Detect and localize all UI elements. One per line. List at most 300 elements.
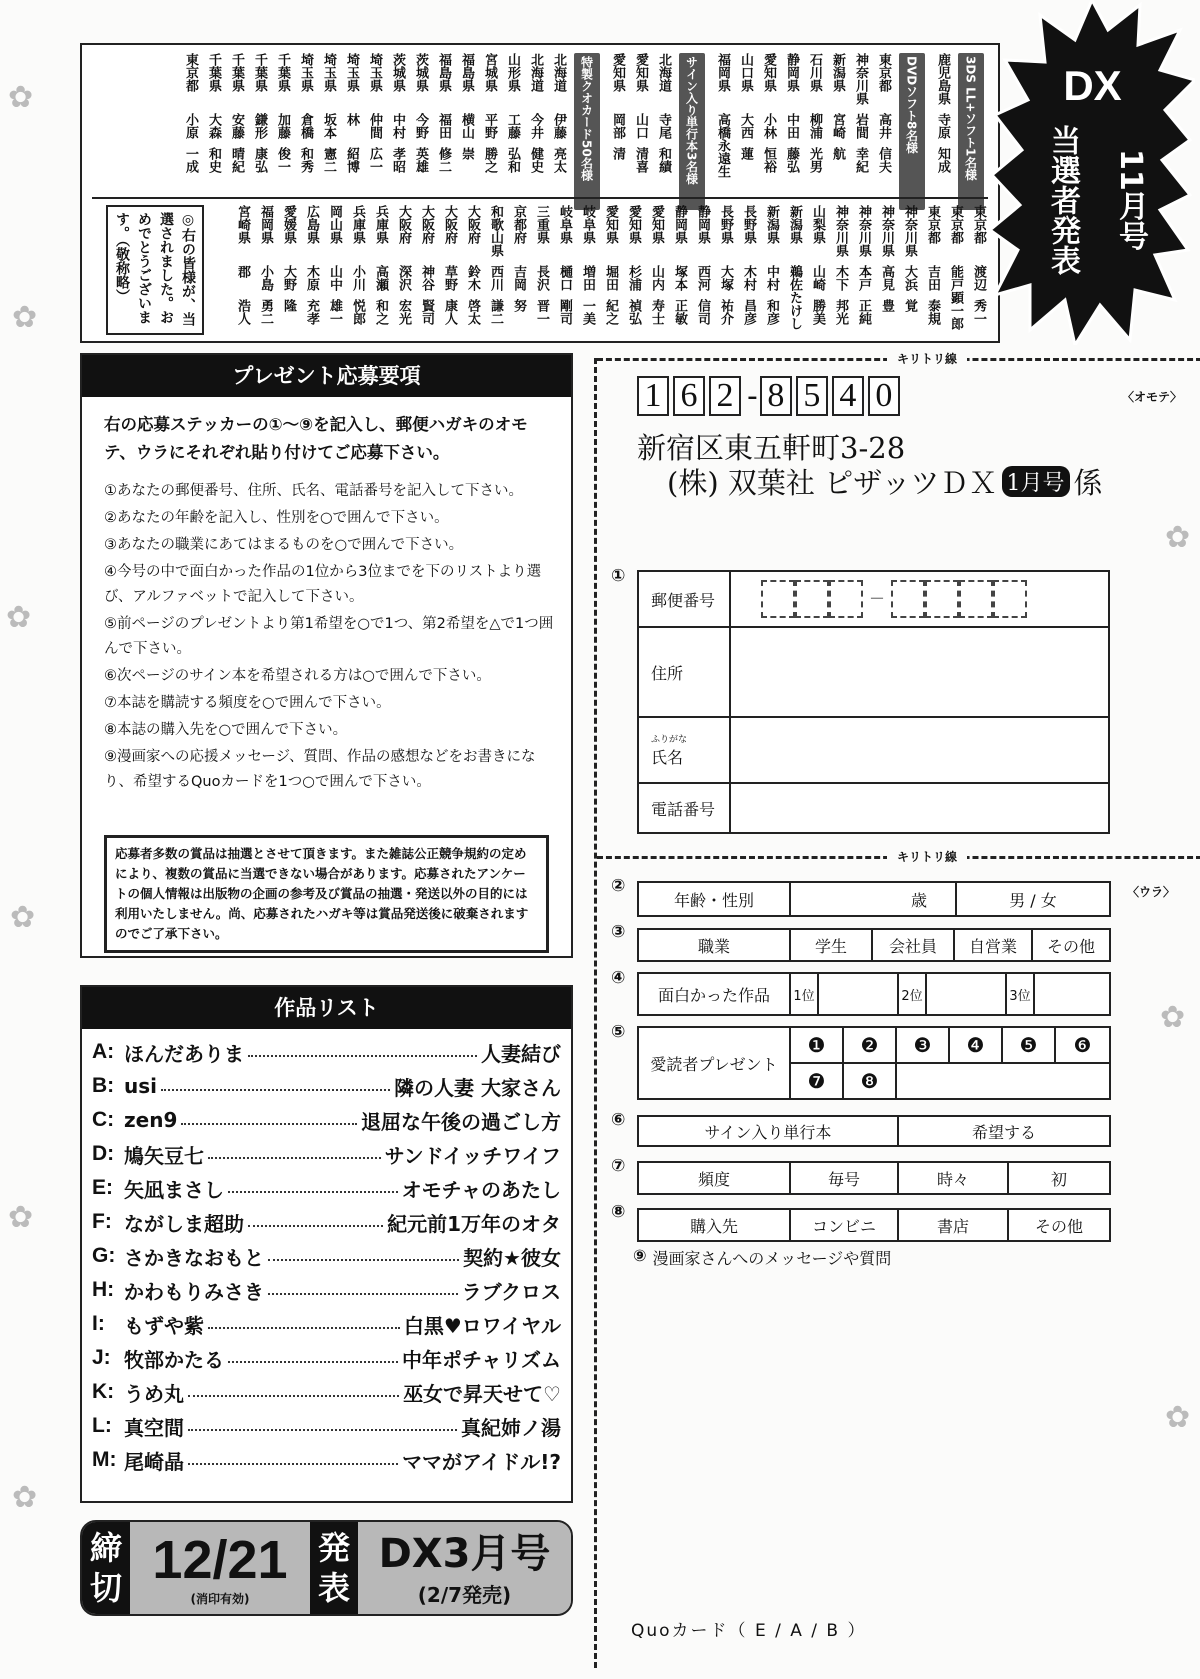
- winner-surname: 木原: [304, 265, 319, 291]
- present-option[interactable]: ❽: [844, 1064, 897, 1100]
- winner-given-name: 寿士: [649, 299, 664, 325]
- rule-step: ④今号の中で面白かった作品の1位から3位までを下のリストより選び、アルファベットで記入して下さい。: [104, 564, 542, 605]
- work-letter: B:: [92, 1074, 115, 1097]
- work-item: [82, 1375, 571, 1409]
- winner-prefecture: 新潟県: [830, 53, 845, 92]
- winner-entry: [439, 205, 459, 362]
- work-title: 真紀姉ノ湯: [461, 1415, 561, 1440]
- winner-surname: 高橋永遠生: [715, 113, 730, 178]
- winner-entry: [715, 205, 735, 362]
- winner-entry: [416, 205, 436, 362]
- work-letter: G:: [92, 1244, 116, 1267]
- winner-given-name: 健史: [528, 147, 543, 173]
- announce-release-date: (2/7発売): [417, 1582, 512, 1607]
- winner-entry: [577, 205, 597, 362]
- work-title: 中年ポチャリズム: [402, 1347, 561, 1372]
- winner-prefecture: 岐阜県: [580, 205, 595, 244]
- winner-given-name: 紹博: [344, 147, 359, 173]
- message-section[interactable]: [633, 1246, 891, 1269]
- winner-surname: 鎌形: [252, 113, 267, 139]
- winner-prefecture: 愛知県: [633, 53, 648, 92]
- present-option[interactable]: ❻: [1056, 1028, 1109, 1064]
- leader-dots: [268, 1251, 459, 1261]
- postal-input-boxes[interactable]: [761, 580, 1027, 618]
- winner-entry: [347, 205, 367, 362]
- winner-prefecture: 広島県: [304, 205, 319, 244]
- winner-entry: [922, 205, 942, 362]
- work-author: もずや紫: [124, 1313, 204, 1338]
- winner-surname: 寺尾: [656, 113, 671, 139]
- work-author: 矢凪まさし: [124, 1177, 224, 1202]
- present-option[interactable]: ❸: [897, 1028, 950, 1064]
- winner-given-name: 勇二: [258, 299, 273, 325]
- leader-dots: [181, 1115, 357, 1125]
- winner-surname: 林: [344, 113, 359, 126]
- work-title: 人妻結び: [481, 1041, 561, 1066]
- winner-entry: [738, 205, 758, 362]
- winner-given-name: 航: [830, 147, 845, 160]
- cut-line-label: キリトリ線: [887, 350, 967, 367]
- winner-given-name: 勝美: [810, 299, 825, 325]
- winner-given-name: 英雄: [413, 147, 428, 173]
- star-icon: ✿: [1165, 520, 1191, 555]
- purchase-place-option[interactable]: コンビニ: [791, 1210, 899, 1240]
- winner-prefecture: 東京都: [948, 205, 963, 244]
- winner-prefecture: 岐阜県: [557, 205, 572, 244]
- winner-entry: [876, 205, 896, 362]
- winner-prefecture: 福島県: [436, 53, 451, 92]
- note-line: ◎右の皆様が、当: [180, 212, 196, 326]
- winner-prefecture: 東京都: [925, 205, 940, 244]
- winner-surname: 西川: [488, 265, 503, 291]
- burst-dx: DX: [1063, 62, 1122, 109]
- postal-field[interactable]: [637, 570, 1110, 628]
- work-author: ほんだありま: [124, 1041, 244, 1066]
- leader-dots: [188, 1421, 457, 1431]
- winner-given-name: 勝之: [482, 147, 497, 173]
- frequency-option[interactable]: 初: [1050, 1169, 1067, 1189]
- present-option[interactable]: ❹: [950, 1028, 1003, 1064]
- winner-surname: 鵜佐たけし: [787, 265, 802, 330]
- winner-prefecture: 北海道: [528, 53, 543, 92]
- winner-entry: [945, 205, 965, 362]
- winner-surname: 堀田: [603, 265, 618, 291]
- work-title: ラブクロス: [461, 1279, 561, 1304]
- work-item: [82, 1307, 571, 1341]
- deadline-label-2: 切: [89, 1569, 122, 1607]
- winner-prefecture: 新潟県: [764, 205, 779, 244]
- winner-prefecture: 長野県: [718, 205, 733, 244]
- winners-announcement-burst: [990, 0, 1195, 345]
- winner-prefecture: 山口県: [738, 53, 753, 92]
- winner-given-name: 和之: [373, 299, 388, 325]
- winner-surname: 山内: [649, 265, 664, 291]
- purchase-place-label: 購入先: [639, 1210, 791, 1240]
- name-field[interactable]: [637, 716, 1110, 784]
- winner-surname: 長沢: [534, 265, 549, 291]
- winner-given-name: 宏光: [396, 299, 411, 325]
- winner-surname: 樋口: [557, 265, 572, 291]
- winner-given-name: 禎弘: [626, 299, 641, 325]
- postal-digit: 1: [637, 376, 669, 416]
- frequency-option[interactable]: 時々: [899, 1163, 1009, 1193]
- winner-prefecture: 鹿児島県: [935, 53, 950, 105]
- winner-surname: 大森: [206, 113, 221, 139]
- present-rules-lead: 右の応募ステッカーの①〜⑨を記入し、郵便ハガキのオモテ、ウラにそれぞれ貼り付けてご応募下さい。: [104, 415, 528, 462]
- winner-entry: [462, 205, 482, 362]
- winner-entry: [630, 53, 650, 210]
- works-list: [82, 1029, 571, 1477]
- field-number: ⑦: [611, 1156, 626, 1176]
- winner-given-name: 正敏: [672, 299, 687, 325]
- work-author: かわもりみさき: [124, 1279, 264, 1304]
- rule-step: ⑥次ページのサイン本を希望される方は○で囲んで下さい。: [104, 668, 491, 684]
- winner-prefecture: 福岡県: [715, 53, 730, 92]
- winner-surname: 山口: [633, 113, 648, 139]
- rank-label: 2位: [899, 974, 927, 1014]
- winner-given-name: 恒裕: [761, 147, 776, 173]
- winner-surname: 柳浦: [807, 113, 822, 139]
- winner-prefecture: 兵庫県: [373, 205, 388, 244]
- winner-prefecture: 京都府: [511, 205, 526, 244]
- winner-given-name: 泰規: [925, 299, 940, 325]
- winner-prefecture: 三重県: [534, 205, 549, 244]
- winner-entry: [318, 53, 338, 210]
- winner-surname: 小島: [258, 265, 273, 291]
- winner-prefecture: 和歌山県: [488, 205, 503, 257]
- leader-dots: [208, 1149, 381, 1159]
- work-item: [82, 1341, 571, 1375]
- winner-entry: [502, 53, 522, 210]
- winner-prefecture: 東京都: [183, 53, 198, 92]
- winner-prefecture: 愛知県: [610, 53, 625, 92]
- winner-surname: 高瀬: [373, 265, 388, 291]
- winners-bottom-row: [229, 205, 988, 362]
- work-letter: L:: [92, 1414, 112, 1437]
- winner-surname: 吉岡: [511, 265, 526, 291]
- work-item: [82, 1069, 571, 1103]
- winner-entry: [479, 53, 499, 210]
- leader-dots: [268, 1285, 458, 1295]
- present-rules-panel: [80, 353, 573, 958]
- winner-prefecture: 大阪府: [419, 205, 434, 244]
- winner-surname: 木下: [833, 265, 848, 291]
- frequency-label: 頻度: [639, 1163, 791, 1193]
- winner-surname: 木村: [741, 265, 756, 291]
- winner-entry: [781, 53, 801, 210]
- winner-entry: [692, 205, 712, 362]
- winner-surname: 安藤: [229, 113, 244, 139]
- winner-surname: 横山: [459, 113, 474, 139]
- winner-prefecture: 宮崎県: [235, 205, 250, 244]
- address-suffix: 係: [1073, 466, 1103, 500]
- work-letter: C:: [92, 1108, 115, 1131]
- name-field-label: 氏名: [651, 748, 684, 767]
- winner-given-name: 知成: [935, 147, 950, 173]
- winner-prefecture: 宮城県: [482, 53, 497, 92]
- work-letter: H:: [92, 1278, 115, 1301]
- work-item: [82, 1409, 571, 1443]
- winner-entry: [653, 53, 673, 210]
- winner-prefecture: 東京都: [971, 205, 986, 244]
- prize-header: [958, 53, 984, 210]
- winner-entry: [623, 205, 643, 362]
- prize-header: [574, 53, 600, 210]
- winner-surname: 大浜: [902, 265, 917, 291]
- rank-2-input[interactable]: [927, 974, 1007, 1014]
- winner-surname: 岩間: [853, 113, 868, 139]
- postal-digit: 6: [673, 376, 705, 416]
- leader-dots: [248, 1217, 383, 1227]
- winner-entry: [712, 53, 732, 210]
- winner-surname: 草野: [442, 265, 457, 291]
- winner-given-name: 晋一: [534, 299, 549, 325]
- prize-label: 3DS LL+ソフト: [963, 56, 978, 149]
- field-number: ⑤: [611, 1022, 626, 1042]
- winner-entry: [272, 53, 292, 210]
- winner-given-name: 隆: [281, 299, 296, 312]
- signed-book-label: サイン入り単行本: [639, 1117, 899, 1145]
- rank-label: 3位: [1007, 974, 1035, 1014]
- cut-line-label: キリトリ線: [887, 848, 967, 865]
- winner-surname: 高井: [876, 113, 891, 139]
- winner-entry: [807, 205, 827, 362]
- winners-panel: [80, 43, 1000, 343]
- winner-prefecture: 山形県: [505, 53, 520, 92]
- winner-given-name: 晴紀: [229, 147, 244, 173]
- work-author: ながしま超助: [124, 1211, 244, 1236]
- winner-given-name: 幸紀: [853, 147, 868, 173]
- winner-prefecture: 千葉県: [229, 53, 244, 92]
- winner-surname: 中村: [764, 265, 779, 291]
- announce-label-2: 表: [317, 1569, 350, 1607]
- purchase-place-option[interactable]: その他: [1034, 1216, 1083, 1236]
- winner-prefecture: 埼玉県: [321, 53, 336, 92]
- winner-surname: 福田: [436, 113, 451, 139]
- postal-code: [637, 376, 904, 416]
- winner-entry: [932, 53, 952, 210]
- work-item: [82, 1239, 571, 1273]
- winner-given-name: 信司: [695, 299, 710, 325]
- deadline-date: 12/21: [152, 1529, 288, 1590]
- work-item: [82, 1205, 571, 1239]
- winner-surname: 大塚: [718, 265, 733, 291]
- work-letter: J:: [92, 1346, 111, 1369]
- winner-surname: 能戸顕一郎: [948, 265, 963, 330]
- winner-entry: [600, 205, 620, 362]
- work-letter: I:: [92, 1312, 105, 1335]
- winner-entry: [295, 53, 315, 210]
- present-option[interactable]: ❺: [1003, 1028, 1056, 1064]
- work-title: 巫女で昇天せて♡: [403, 1381, 561, 1406]
- winner-entry: [761, 205, 781, 362]
- rank-3-input[interactable]: [1035, 974, 1109, 1014]
- present-disclaimer: 応募者多数の賞品は抽選とさせて頂きます。また雑誌公正競争規約の定めにより、複数の賞品に当選できない場合があります。応募されたアンケートの個人情報は出版物の企画の参考及び賞品の抽選・発送以外の目的には利用いたしません。尚、応募されたハガキ等は賞品発送後に破棄されますのでご了承下さい。: [104, 835, 549, 953]
- star-icon: ✿: [8, 1200, 34, 1235]
- gender-options[interactable]: 男 / 女: [1009, 890, 1057, 910]
- winner-given-name: 雄一: [327, 299, 342, 325]
- work-item: [82, 1171, 571, 1205]
- winner-prefecture: 岡山県: [327, 205, 342, 244]
- winner-given-name: 一美: [580, 299, 595, 325]
- occupation-option[interactable]: 会社員: [873, 930, 955, 960]
- winner-entry: [853, 205, 873, 362]
- address-field[interactable]: [637, 626, 1110, 718]
- winner-prefecture: 愛知県: [649, 205, 664, 244]
- winner-surname: 仲間: [367, 113, 382, 139]
- winner-surname: 伊藤: [551, 113, 566, 139]
- favorite-works-row: [637, 972, 1111, 1016]
- postal-field-label: 郵便番号: [639, 572, 731, 626]
- winner-prefecture: 北海道: [656, 53, 671, 92]
- winner-entry: [255, 205, 275, 362]
- winner-surname: 山中: [327, 265, 342, 291]
- present-option[interactable]: ❼: [791, 1064, 844, 1100]
- winner-prefecture: 神奈川県: [853, 53, 868, 105]
- winner-prefecture: 大阪府: [396, 205, 411, 244]
- deadline-label-1: 締: [89, 1529, 122, 1567]
- reader-present-row: [637, 1026, 1111, 1100]
- quo-card-choice[interactable]: Quoカード（ E / A / B ）: [631, 1621, 867, 1641]
- winner-given-name: 賢司: [419, 299, 434, 325]
- present-option[interactable]: ❷: [844, 1028, 897, 1064]
- age-input[interactable]: 歳: [791, 883, 957, 915]
- winner-entry: [758, 53, 778, 210]
- winner-entry: [830, 205, 850, 362]
- winner-entry: [899, 205, 919, 362]
- winner-prefecture: 愛媛県: [281, 205, 296, 244]
- winner-given-name: 和秀: [298, 147, 313, 173]
- note-line: す。（敬称略）: [114, 212, 130, 303]
- winner-prefecture: 愛知県: [626, 205, 641, 244]
- work-title: 契約★彼女: [463, 1245, 561, 1270]
- winner-given-name: 剛司: [557, 299, 572, 325]
- winner-entry: [607, 53, 627, 210]
- work-author: zen9: [124, 1108, 178, 1132]
- winner-given-name: 和史: [206, 147, 221, 173]
- frequency-option[interactable]: 毎号: [791, 1163, 899, 1193]
- signed-book-option[interactable]: 希望する: [971, 1122, 1036, 1142]
- work-letter: F:: [92, 1210, 112, 1233]
- work-item: [82, 1273, 571, 1307]
- work-author: 尾崎晶: [124, 1449, 184, 1474]
- winner-prefecture: 神奈川県: [902, 205, 917, 257]
- winner-prefecture: 神奈川県: [879, 205, 894, 257]
- winner-surname: 今井: [528, 113, 543, 139]
- winner-entry: [873, 53, 893, 210]
- winner-prefecture: 大阪府: [465, 205, 480, 244]
- announce-label-1: 発: [317, 1529, 350, 1567]
- winner-entry: [410, 53, 430, 210]
- winner-surname: 高見: [879, 265, 894, 291]
- winner-prefecture: 福島県: [459, 53, 474, 92]
- issue-badge: 1月号: [1002, 466, 1070, 497]
- postal-digit: 8: [760, 376, 792, 416]
- work-title: 白黒♥ロワイヤル: [403, 1313, 561, 1338]
- winner-prefecture: 長野県: [741, 205, 756, 244]
- deadline-label: [82, 1522, 130, 1614]
- winner-surname: 坂本: [321, 113, 336, 139]
- winner-given-name: 啓太: [465, 299, 480, 325]
- leader-dots: [161, 1081, 390, 1091]
- postal-digit: 2: [709, 376, 741, 416]
- winner-entry: [387, 53, 407, 210]
- work-author: さかきなおもと: [124, 1245, 264, 1270]
- rule-step: ①あなたの郵便番号、住所、氏名、電話番号を記入して下さい。: [104, 483, 523, 499]
- winner-prefecture: 静岡県: [784, 53, 799, 92]
- winner-entry: [646, 205, 666, 362]
- field-number: ⑨: [633, 1246, 647, 1265]
- field-number: ④: [611, 968, 626, 988]
- purchase-place-option[interactable]: 書店: [899, 1210, 1009, 1240]
- rank-label: 1位: [791, 974, 819, 1014]
- present-option[interactable]: ❶: [791, 1028, 844, 1064]
- winner-surname: 郡: [235, 265, 250, 278]
- winner-given-name: 一成: [183, 147, 198, 173]
- occupation-option[interactable]: 自営業: [955, 930, 1033, 960]
- phone-field[interactable]: [637, 782, 1110, 834]
- present-rules-title: プレゼント応募要項: [82, 355, 571, 397]
- winner-prefecture: 神奈川県: [856, 205, 871, 257]
- winner-entry: [548, 53, 568, 210]
- winner-prefecture: 福岡県: [258, 205, 273, 244]
- postal-dash: -: [747, 378, 758, 414]
- winner-given-name: 充孝: [304, 299, 319, 325]
- rule-step: ⑦本誌を購読する頻度を○で囲んで下さい。: [104, 695, 391, 711]
- winner-given-name: 崇: [459, 147, 474, 160]
- winner-given-name: 康弘: [252, 147, 267, 173]
- winner-surname: 中村: [390, 113, 405, 139]
- work-letter: D:: [92, 1142, 115, 1165]
- winner-surname: 神谷: [419, 265, 434, 291]
- works-list-panel: [80, 985, 573, 1503]
- winner-given-name: 弘和: [505, 147, 520, 173]
- winner-surname: 吉田: [925, 265, 940, 291]
- winner-surname: 山崎: [810, 265, 825, 291]
- occupation-option[interactable]: その他: [1046, 936, 1095, 956]
- work-author: うめ丸: [124, 1381, 184, 1406]
- winner-given-name: 康人: [442, 299, 457, 325]
- winner-given-name: 努: [511, 299, 526, 312]
- address-line-1: 新宿区東五軒町3-28: [637, 431, 906, 465]
- field-number: ①: [611, 566, 626, 586]
- rule-step: ②あなたの年齢を記入し、性別を○で囲んで下さい。: [104, 510, 449, 526]
- announce-label: [310, 1522, 358, 1614]
- work-item: [82, 1443, 571, 1477]
- message-label: 漫画家さんへのメッセージや質問: [652, 1249, 892, 1268]
- prize-header: [899, 53, 925, 210]
- work-item: [82, 1103, 571, 1137]
- work-title: サンドイッチワイフ: [384, 1143, 561, 1168]
- winner-prefecture: 埼玉県: [298, 53, 313, 92]
- rule-step: ③あなたの職業にあてはまるものを○で囲んで下さい。: [104, 537, 464, 553]
- winner-entry: [525, 53, 545, 210]
- winner-surname: 小川: [350, 265, 365, 291]
- occupation-option[interactable]: 学生: [791, 930, 873, 960]
- burst-title: 当選者発表: [1045, 125, 1080, 275]
- winner-prefecture: 石川県: [807, 53, 822, 92]
- rule-step: ⑤前ページのプレゼントより第1希望を○で1つ、第2希望を△で1つ囲んで下さい。: [104, 616, 554, 657]
- postcard-sticker: [594, 352, 1199, 1668]
- front-label: 〈オモテ〉: [1122, 390, 1183, 404]
- winner-prefecture: 山梨県: [810, 205, 825, 244]
- winner-entry: [278, 205, 298, 362]
- leader-dots: [228, 1183, 398, 1193]
- rank-1-input[interactable]: [819, 974, 899, 1014]
- winner-entry: [370, 205, 390, 362]
- winner-surname: 杉浦: [626, 265, 641, 291]
- work-letter: M:: [92, 1448, 117, 1471]
